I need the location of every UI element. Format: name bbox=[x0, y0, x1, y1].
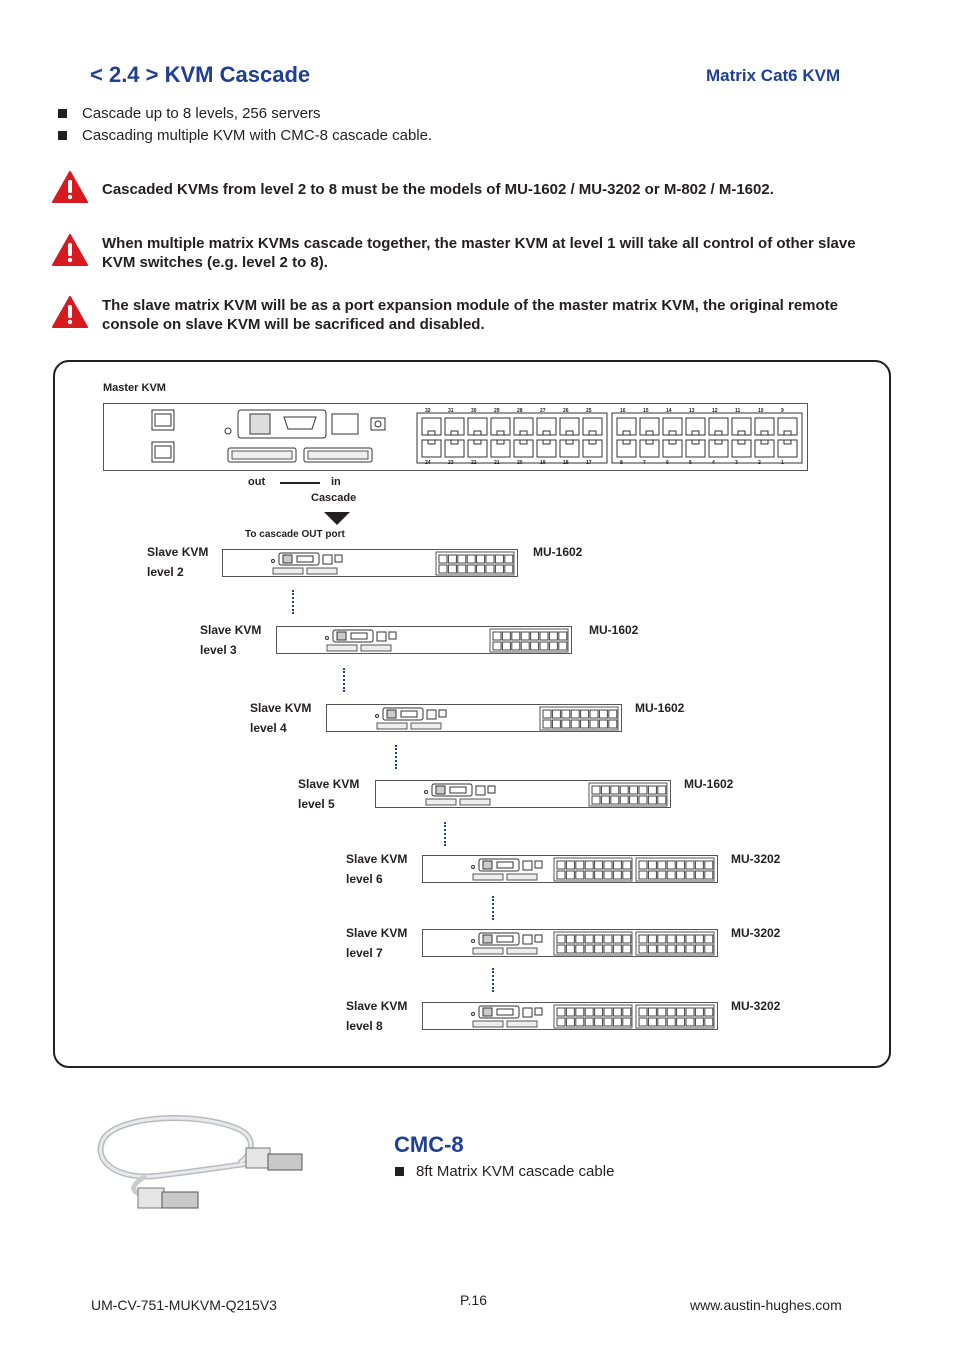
rj45-port-icon bbox=[658, 945, 666, 953]
rj45-port-icon bbox=[590, 710, 598, 718]
rj45-port-icon bbox=[658, 871, 666, 879]
slave-kvm-unit bbox=[222, 549, 518, 577]
bullet-text: Cascade up to 8 levels, 256 servers bbox=[82, 105, 321, 122]
cascade-connector-dots bbox=[292, 590, 296, 614]
slave-kvm-unit bbox=[422, 1002, 718, 1030]
bullet-square-icon bbox=[58, 109, 67, 118]
rj45-port-icon bbox=[592, 786, 600, 794]
rj45-port-icon bbox=[677, 1018, 685, 1026]
slave-kvm-unit bbox=[375, 780, 671, 808]
rj45-port-icon bbox=[677, 935, 685, 943]
port-number-label: 27 bbox=[540, 408, 546, 414]
rj45-port-icon bbox=[613, 935, 621, 943]
rj45-port-icon bbox=[604, 871, 612, 879]
rj45-port-icon bbox=[590, 720, 598, 728]
rj45-port-icon bbox=[458, 555, 466, 563]
rj45-port-icon bbox=[686, 871, 694, 879]
rj45-port-icon bbox=[557, 871, 565, 879]
bullet-square-icon bbox=[58, 131, 67, 140]
slave-model-label: MU-1602 bbox=[533, 545, 583, 559]
cascade-cable-image bbox=[86, 1110, 308, 1214]
port-number-label: 17 bbox=[586, 460, 592, 466]
rj45-port-icon bbox=[611, 796, 619, 804]
slave-kvm-unit bbox=[422, 929, 718, 957]
rj45-port-icon bbox=[448, 555, 456, 563]
rj45-port-icon bbox=[576, 945, 584, 953]
rj45-port-icon bbox=[705, 861, 713, 869]
port-number-label: 14 bbox=[666, 408, 672, 414]
page-subtitle: Matrix Cat6 KVM bbox=[706, 66, 841, 85]
rj45-port-icon bbox=[595, 935, 603, 943]
rj45-port-icon bbox=[705, 935, 713, 943]
rj45-port-icon bbox=[677, 945, 685, 953]
bullet-text: Cascading multiple KVM with CMC-8 cascade cable. bbox=[82, 127, 433, 144]
rj45-port-icon bbox=[658, 1008, 666, 1016]
rj45-port-icon bbox=[677, 1008, 685, 1016]
slave-kvm-panel-icon bbox=[423, 1003, 719, 1031]
rj45-port-icon bbox=[540, 642, 548, 650]
slave-kvm-unit bbox=[422, 855, 718, 883]
slave-kvm-panel-icon bbox=[423, 930, 719, 958]
rj45-port-icon bbox=[630, 796, 638, 804]
warning-icon bbox=[52, 234, 88, 266]
warning-text: The slave matrix KVM will be as a port expansion module of the master matrix KVM, the original remote console on slave KVM will be sacrificed and disabled. bbox=[102, 297, 839, 333]
master-kvm-unit bbox=[103, 403, 808, 471]
cascade-label: Cascade bbox=[311, 492, 357, 504]
slave-kvm-panel-icon bbox=[277, 627, 573, 655]
rj45-port-icon bbox=[521, 642, 529, 650]
rj45-port-icon bbox=[620, 786, 628, 794]
rj45-port-icon bbox=[595, 1018, 603, 1026]
cascade-connector-dots bbox=[444, 822, 448, 846]
rj45-port-icon bbox=[686, 861, 694, 869]
rj45-port-icon bbox=[639, 871, 647, 879]
slave-model-label: MU-3202 bbox=[731, 852, 781, 866]
slave-kvm-label: Slave KVM level 8 bbox=[346, 999, 408, 1033]
rj45-port-icon bbox=[667, 935, 675, 943]
down-arrow-icon bbox=[324, 512, 350, 525]
doc-id: UM-CV-751-MUKVM-Q215V3 bbox=[91, 1297, 277, 1313]
rj45-port-icon bbox=[623, 935, 631, 943]
slave-kvm-label: Slave KVM level 6 bbox=[346, 852, 408, 886]
rj45-port-icon bbox=[695, 1008, 703, 1016]
bullet-item bbox=[58, 105, 320, 122]
rj45-port-icon bbox=[639, 945, 647, 953]
port-number-label: 4 bbox=[712, 460, 715, 466]
rj45-port-icon bbox=[604, 1018, 612, 1026]
rj45-port-icon bbox=[667, 1018, 675, 1026]
rj45-port-icon bbox=[585, 945, 593, 953]
master-kvm-label: Master KVM bbox=[103, 382, 166, 394]
port-number-label: 9 bbox=[781, 408, 784, 414]
rj45-port-icon bbox=[576, 1008, 584, 1016]
rj45-port-icon bbox=[648, 1008, 656, 1016]
rj45-port-icon bbox=[686, 1008, 694, 1016]
port-number-label: 11 bbox=[735, 408, 741, 414]
rj45-port-icon bbox=[667, 1008, 675, 1016]
rj45-port-icon bbox=[677, 871, 685, 879]
slave-model-label: MU-1602 bbox=[684, 777, 734, 791]
rj45-port-icon bbox=[648, 796, 656, 804]
slave-kvm-panel-icon bbox=[376, 781, 672, 809]
port-number-label: 20 bbox=[517, 460, 523, 466]
rj45-port-icon bbox=[531, 632, 539, 640]
port-number-label: 13 bbox=[689, 408, 695, 414]
port-number-label: 6 bbox=[666, 460, 669, 466]
rj45-port-icon bbox=[595, 945, 603, 953]
rj45-port-icon bbox=[505, 555, 513, 563]
port-number-label: 31 bbox=[448, 408, 454, 414]
rj45-port-icon bbox=[658, 796, 666, 804]
port-number-label: 24 bbox=[425, 460, 431, 466]
rj45-port-icon bbox=[493, 642, 501, 650]
rj45-port-icon bbox=[595, 871, 603, 879]
rj45-port-icon bbox=[592, 796, 600, 804]
rj45-port-icon bbox=[677, 861, 685, 869]
rj45-port-icon bbox=[601, 796, 609, 804]
rj45-port-icon bbox=[571, 710, 579, 718]
rj45-port-icon bbox=[639, 935, 647, 943]
rj45-port-icon bbox=[613, 1018, 621, 1026]
port-number-label: 18 bbox=[563, 460, 569, 466]
rj45-port-icon bbox=[695, 1018, 703, 1026]
port-number-label: 28 bbox=[517, 408, 523, 414]
port-number-label: 7 bbox=[643, 460, 646, 466]
rj45-port-icon bbox=[620, 796, 628, 804]
rj45-port-icon bbox=[623, 945, 631, 953]
rj45-port-icon bbox=[648, 871, 656, 879]
rj45-port-icon bbox=[557, 1008, 565, 1016]
port-number-label: 23 bbox=[448, 460, 454, 466]
rj45-port-icon bbox=[686, 935, 694, 943]
rj45-port-icon bbox=[576, 871, 584, 879]
rj45-port-icon bbox=[571, 720, 579, 728]
cascade-connector-dots bbox=[492, 968, 496, 992]
slave-kvm-unit bbox=[326, 704, 622, 732]
rj45-port-icon bbox=[686, 945, 694, 953]
rj45-port-icon bbox=[495, 565, 503, 573]
slave-model-label: MU-1602 bbox=[635, 701, 685, 715]
rj45-port-icon bbox=[601, 786, 609, 794]
port-number-label: 32 bbox=[425, 408, 431, 414]
rj45-port-icon bbox=[695, 861, 703, 869]
rj45-port-icon bbox=[486, 565, 494, 573]
rj45-port-icon bbox=[576, 935, 584, 943]
rj45-port-icon bbox=[566, 871, 574, 879]
rj45-port-icon bbox=[648, 1018, 656, 1026]
rj45-port-icon bbox=[581, 710, 589, 718]
rj45-port-icon bbox=[599, 720, 607, 728]
rj45-port-icon bbox=[648, 945, 656, 953]
rj45-port-icon bbox=[512, 642, 520, 650]
rj45-port-icon bbox=[502, 632, 510, 640]
rj45-port-icon bbox=[613, 871, 621, 879]
port-number-label: 25 bbox=[586, 408, 592, 414]
rj45-port-icon bbox=[623, 871, 631, 879]
rj45-port-icon bbox=[695, 935, 703, 943]
rj45-port-icon bbox=[531, 642, 539, 650]
rj45-port-icon bbox=[566, 1018, 574, 1026]
rj45-port-icon bbox=[695, 871, 703, 879]
rj45-port-icon bbox=[581, 720, 589, 728]
rj45-port-icon bbox=[611, 786, 619, 794]
rj45-port-icon bbox=[557, 861, 565, 869]
slave-kvm-label: Slave KVM level 4 bbox=[250, 701, 312, 735]
rj45-port-icon bbox=[566, 1008, 574, 1016]
rj45-port-icon bbox=[557, 935, 565, 943]
rj45-port-icon bbox=[562, 710, 570, 718]
rj45-port-icon bbox=[585, 935, 593, 943]
slave-kvm-panel-icon bbox=[223, 550, 519, 578]
rj45-port-icon bbox=[552, 710, 560, 718]
rj45-port-icon bbox=[521, 632, 529, 640]
rj45-port-icon bbox=[639, 1008, 647, 1016]
rj45-port-icon bbox=[439, 565, 447, 573]
rj45-port-icon bbox=[439, 555, 447, 563]
slave-model-label: MU-1602 bbox=[589, 623, 639, 637]
rj45-port-icon bbox=[562, 720, 570, 728]
rj45-port-icon bbox=[648, 861, 656, 869]
warning-block bbox=[52, 234, 882, 272]
rj45-port-icon bbox=[505, 565, 513, 573]
rj45-port-icon bbox=[549, 632, 557, 640]
rj45-port-icon bbox=[576, 1018, 584, 1026]
port-number-label: 26 bbox=[563, 408, 569, 414]
rj45-port-icon bbox=[686, 1018, 694, 1026]
port-number-label: 10 bbox=[758, 408, 764, 414]
warning-text: Cascaded KVMs from level 2 to 8 must be the models of MU-1602 / MU-3202 or M-802 / M-1602. bbox=[102, 181, 774, 198]
slave-kvm-unit bbox=[276, 626, 572, 654]
rj45-port-icon bbox=[623, 861, 631, 869]
rj45-port-icon bbox=[595, 1008, 603, 1016]
page-title: < 2.4 > KVM Cascade bbox=[90, 62, 311, 87]
slave-kvm-label: Slave KVM level 2 bbox=[147, 545, 209, 579]
rj45-port-icon bbox=[609, 720, 617, 728]
cable-title: CMC-8 bbox=[394, 1132, 464, 1157]
rj45-port-icon bbox=[495, 555, 503, 563]
rj45-port-icon bbox=[467, 555, 475, 563]
rj45-port-icon bbox=[552, 720, 560, 728]
port-number-label: 1 bbox=[781, 460, 784, 466]
rj45-port-icon bbox=[486, 555, 494, 563]
cascade-link-line bbox=[280, 482, 320, 484]
warning-icon bbox=[52, 171, 88, 203]
rj45-port-icon bbox=[658, 861, 666, 869]
port-number-label: 3 bbox=[735, 460, 738, 466]
port-number-label: 19 bbox=[540, 460, 546, 466]
rj45-port-icon bbox=[477, 565, 485, 573]
rj45-port-icon bbox=[639, 1018, 647, 1026]
website-link[interactable]: www.austin-hughes.com bbox=[690, 1297, 842, 1313]
cascade-out-port-label: To cascade OUT port bbox=[245, 529, 345, 540]
port-number-label: 30 bbox=[471, 408, 477, 414]
rj45-port-icon bbox=[630, 786, 638, 794]
rj45-port-icon bbox=[613, 861, 621, 869]
rj45-port-icon bbox=[604, 945, 612, 953]
rj45-port-icon bbox=[559, 642, 567, 650]
port-number-label: 5 bbox=[689, 460, 692, 466]
rj45-port-icon bbox=[639, 796, 647, 804]
rj45-port-icon bbox=[705, 945, 713, 953]
slave-kvm-label: Slave KVM level 7 bbox=[346, 926, 408, 960]
bullet-item bbox=[58, 127, 432, 144]
rj45-port-icon bbox=[595, 861, 603, 869]
rj45-port-icon bbox=[639, 786, 647, 794]
slave-kvm-label: Slave KVM level 5 bbox=[298, 777, 360, 811]
rj45-port-icon bbox=[658, 786, 666, 794]
rj45-port-icon bbox=[623, 1008, 631, 1016]
cascade-connector-dots bbox=[492, 896, 496, 920]
rj45-port-icon bbox=[604, 861, 612, 869]
slave-kvm-panel-icon bbox=[327, 705, 623, 733]
rj45-port-icon bbox=[648, 935, 656, 943]
rj45-port-icon bbox=[585, 871, 593, 879]
warning-text: When multiple matrix KVMs cascade together, the master KVM at level 1 will take all control of other slave KVM switches (e.g. level 2 to 8). bbox=[102, 235, 856, 271]
slave-model-label: MU-3202 bbox=[731, 999, 781, 1013]
rj45-port-icon bbox=[639, 861, 647, 869]
warning-block bbox=[52, 171, 882, 203]
rj45-port-icon bbox=[576, 861, 584, 869]
port-number-label: 29 bbox=[494, 408, 500, 414]
rj45-port-icon bbox=[557, 1018, 565, 1026]
rj45-port-icon bbox=[705, 1018, 713, 1026]
rj45-port-icon bbox=[540, 632, 548, 640]
slave-kvm-panel-icon bbox=[423, 856, 719, 884]
slave-model-label: MU-3202 bbox=[731, 926, 781, 940]
cascade-out-label: out bbox=[248, 476, 266, 488]
rj45-port-icon bbox=[566, 861, 574, 869]
cascade-connector-dots bbox=[395, 745, 399, 769]
rj45-port-icon bbox=[585, 1018, 593, 1026]
port-number-label: 15 bbox=[643, 408, 649, 414]
rj45-port-icon bbox=[566, 945, 574, 953]
page-number: P.16 bbox=[460, 1292, 487, 1308]
cascade-in-label: in bbox=[331, 476, 341, 488]
rj45-port-icon bbox=[695, 945, 703, 953]
rj45-port-icon bbox=[502, 642, 510, 650]
port-number-label: 12 bbox=[712, 408, 718, 414]
bullet-item bbox=[395, 1163, 614, 1180]
rj45-port-icon bbox=[477, 555, 485, 563]
rj45-port-icon bbox=[604, 935, 612, 943]
rj45-port-icon bbox=[512, 632, 520, 640]
warning-icon bbox=[52, 296, 88, 328]
warning-block bbox=[52, 296, 882, 334]
rj45-port-icon bbox=[557, 945, 565, 953]
port-number-label: 16 bbox=[620, 408, 626, 414]
rj45-port-icon bbox=[599, 710, 607, 718]
port-number-label: 8 bbox=[620, 460, 623, 466]
rj45-port-icon bbox=[549, 642, 557, 650]
bullet-text: 8ft Matrix KVM cascade cable bbox=[416, 1163, 615, 1180]
rj45-port-icon bbox=[458, 565, 466, 573]
rj45-port-icon bbox=[467, 565, 475, 573]
rj45-port-icon bbox=[667, 871, 675, 879]
rj45-port-icon bbox=[667, 861, 675, 869]
port-number-label: 21 bbox=[494, 460, 500, 466]
rj45-port-icon bbox=[705, 1008, 713, 1016]
cascade-connector-dots bbox=[343, 668, 347, 692]
slave-kvm-label: Slave KVM level 3 bbox=[200, 623, 262, 657]
rj45-port-icon bbox=[658, 1018, 666, 1026]
master-port-labels bbox=[104, 404, 809, 472]
rj45-port-icon bbox=[604, 1008, 612, 1016]
rj45-port-icon bbox=[609, 710, 617, 718]
rj45-port-icon bbox=[623, 1018, 631, 1026]
bullet-square-icon bbox=[395, 1167, 404, 1176]
rj45-port-icon bbox=[658, 935, 666, 943]
port-number-label: 22 bbox=[471, 460, 477, 466]
rj45-port-icon bbox=[585, 861, 593, 869]
rj45-port-icon bbox=[667, 945, 675, 953]
rj45-port-icon bbox=[493, 632, 501, 640]
rj45-port-icon bbox=[448, 565, 456, 573]
rj45-port-icon bbox=[648, 786, 656, 794]
rj45-port-icon bbox=[705, 871, 713, 879]
rj45-port-icon bbox=[543, 710, 551, 718]
rj45-port-icon bbox=[613, 1008, 621, 1016]
rj45-port-icon bbox=[559, 632, 567, 640]
rj45-port-icon bbox=[585, 1008, 593, 1016]
rj45-port-icon bbox=[613, 945, 621, 953]
port-number-label: 2 bbox=[758, 460, 761, 466]
rj45-port-icon bbox=[543, 720, 551, 728]
rj45-port-icon bbox=[566, 935, 574, 943]
